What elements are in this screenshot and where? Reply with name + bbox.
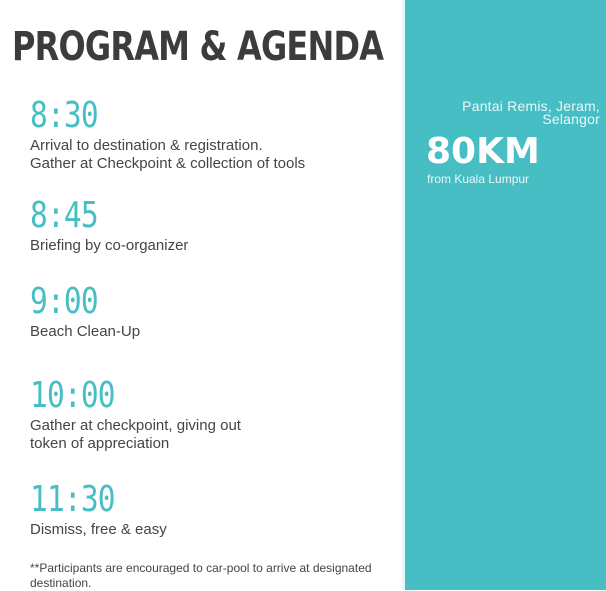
- location-text: Pantai Remis, Jeram, Selangor: [462, 98, 600, 127]
- agenda-time: 10:00: [30, 375, 115, 416]
- agenda-description: Beach Clean-Up: [30, 323, 141, 340]
- agenda-description: Briefing by co-organizer: [30, 237, 189, 254]
- agenda-item: [30, 377, 241, 453]
- agenda-time: 11:30: [30, 479, 115, 520]
- agenda-item: [30, 97, 305, 173]
- agenda-description: Gather at checkpoint, giving out token of appreciation: [30, 417, 241, 452]
- agenda-time: 9:00: [30, 281, 98, 322]
- agenda-description: Arrival to destination & registration. Gather at Checkpoint & collection of tools: [30, 137, 306, 172]
- distance-value: 80KM: [426, 131, 540, 172]
- agenda-item: [30, 197, 188, 255]
- distance-caption: from Kuala Lumpur: [427, 172, 530, 186]
- agenda-time: 8:30: [30, 95, 98, 136]
- panel-divider: [402, 0, 405, 590]
- footnote: **Participants are encouraged to car-pool to arrive at designated destination.: [30, 561, 372, 590]
- agenda-item: [30, 283, 140, 341]
- agenda-description: Dismiss, free & easy: [30, 521, 167, 538]
- agenda-item: [30, 481, 167, 539]
- page-title: PROGRAM & AGENDA: [12, 24, 384, 70]
- agenda-time: 8:45: [30, 195, 98, 236]
- location-panel: [402, 0, 606, 590]
